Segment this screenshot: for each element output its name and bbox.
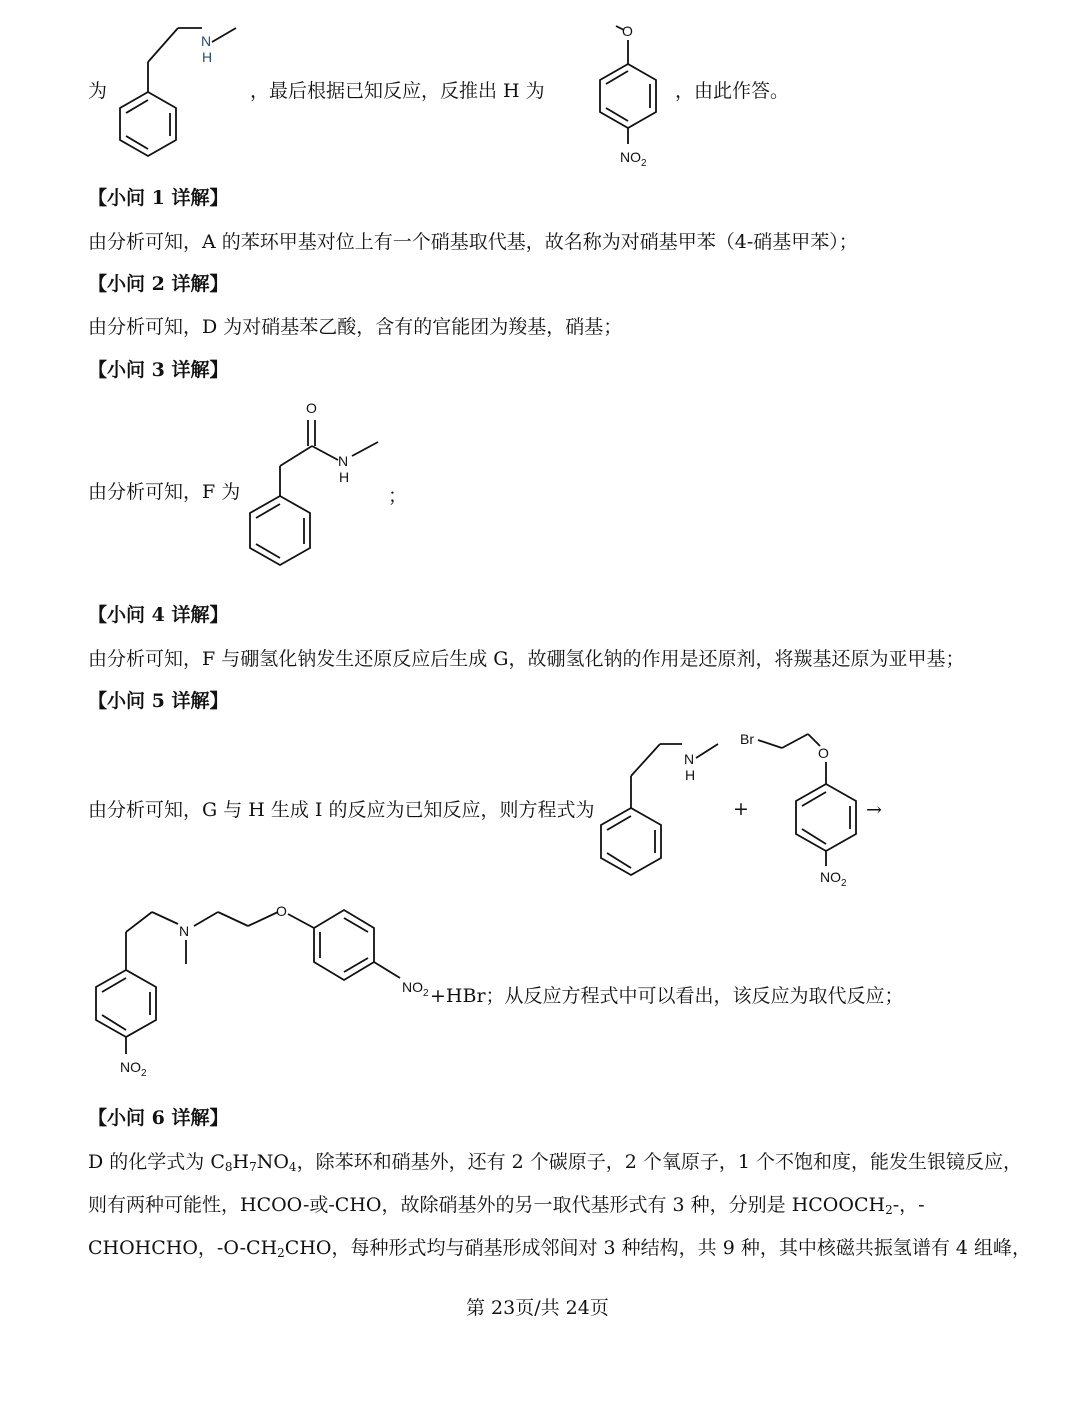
answer-q6-line3: CHOHCHO，$-O-CH_2CHO$，每种形式均与硝基形成邻间对 3 种结构，共 9 种，其中核磁共振氢谱有 4 组峰， [88,1237,1031,1260]
svg-text:2: 2 [841,878,847,889]
structure-h-reactant [740,728,870,888]
structure-g-amine [108,18,248,158]
reaction-arrow: → [866,799,882,821]
svg-text:NO: NO [620,149,641,165]
svg-text:H: H [685,767,696,783]
svg-text:2: 2 [423,988,429,999]
heading-q1: 【小问 1 详解】 [88,187,229,209]
structure-g-reactant [596,740,736,880]
answer-q4: 由分析可知，F 与硼氢化钠发生还原反应后生成 G，故硼氢化钠的作用是还原剂，将羰基还原为亚甲基； [88,648,965,670]
svg-text:O: O [276,903,287,919]
atom-h: H [202,49,213,65]
atom-n: N [201,33,212,49]
page-footer: 第 23页/共 24页 [466,1297,609,1319]
answer-q3-prefix: 由分析可知，F 为 [88,481,241,503]
heading-q5: 【小问 5 详解】 [88,690,229,712]
svg-text:H: H [339,469,350,485]
svg-text:N: N [684,751,695,767]
answer-q6-line2: 则有两种可能性，HCOO-或-CHO，故除硝基外的另一取代基形式有 3 种，分别是 $HCOOCH_2-$，- [88,1194,925,1217]
svg-text:NO: NO [120,1059,141,1075]
svg-text:O: O [306,400,317,416]
heading-q6: 【小问 6 详解】 [88,1107,229,1129]
answer-q5-tail: +HBr；从反应方程式中可以看出，该反应为取代反应； [430,985,904,1007]
line1-middle: ，最后根据已知反应，反推出 H 为 [250,80,545,102]
structure-f-amide [240,398,390,578]
heading-q2: 【小问 2 详解】 [88,273,229,295]
answer-q2: 由分析可知，D 为对硝基苯乙酸，含有的官能团为羧基，硝基； [88,316,623,338]
line1-prefix: 为 [88,80,108,102]
structure-i-product [88,898,448,1084]
svg-text:2: 2 [141,1068,147,1079]
svg-text:NO: NO [820,869,841,885]
answer-q1: 由分析可知，A 的苯环甲基对位上有一个硝基取代基，故名称为对硝基甲苯（4-硝基甲苯）； [88,231,858,253]
heading-q4: 【小问 4 详解】 [88,604,229,626]
answer-q6-line1: D 的化学式为 $C_8H_7NO_4$，除苯环和硝基外，还有 2 个碳原子，2 个氧原子，1 个不饱和度，能发生银镜反应， [88,1151,1022,1174]
svg-text:N: N [179,923,190,939]
svg-text:Br: Br [740,731,754,747]
line1-suffix: ，由此作答。 [675,80,790,102]
answer-q5-prefix: 由分析可知，G 与 H 生成 I 的反应为已知反应，则方程式为 [88,799,595,821]
svg-text:NO: NO [402,979,423,995]
structure-h-methoxy-nitrobenzene [596,20,676,170]
atom-o: O [622,23,633,39]
svg-text:2: 2 [641,158,647,169]
heading-q3: 【小问 3 详解】 [88,359,229,381]
svg-text:O: O [818,745,829,761]
answer-q3-suffix: ； [388,485,408,507]
plus-sign: + [733,798,749,820]
svg-text:N: N [338,453,349,469]
